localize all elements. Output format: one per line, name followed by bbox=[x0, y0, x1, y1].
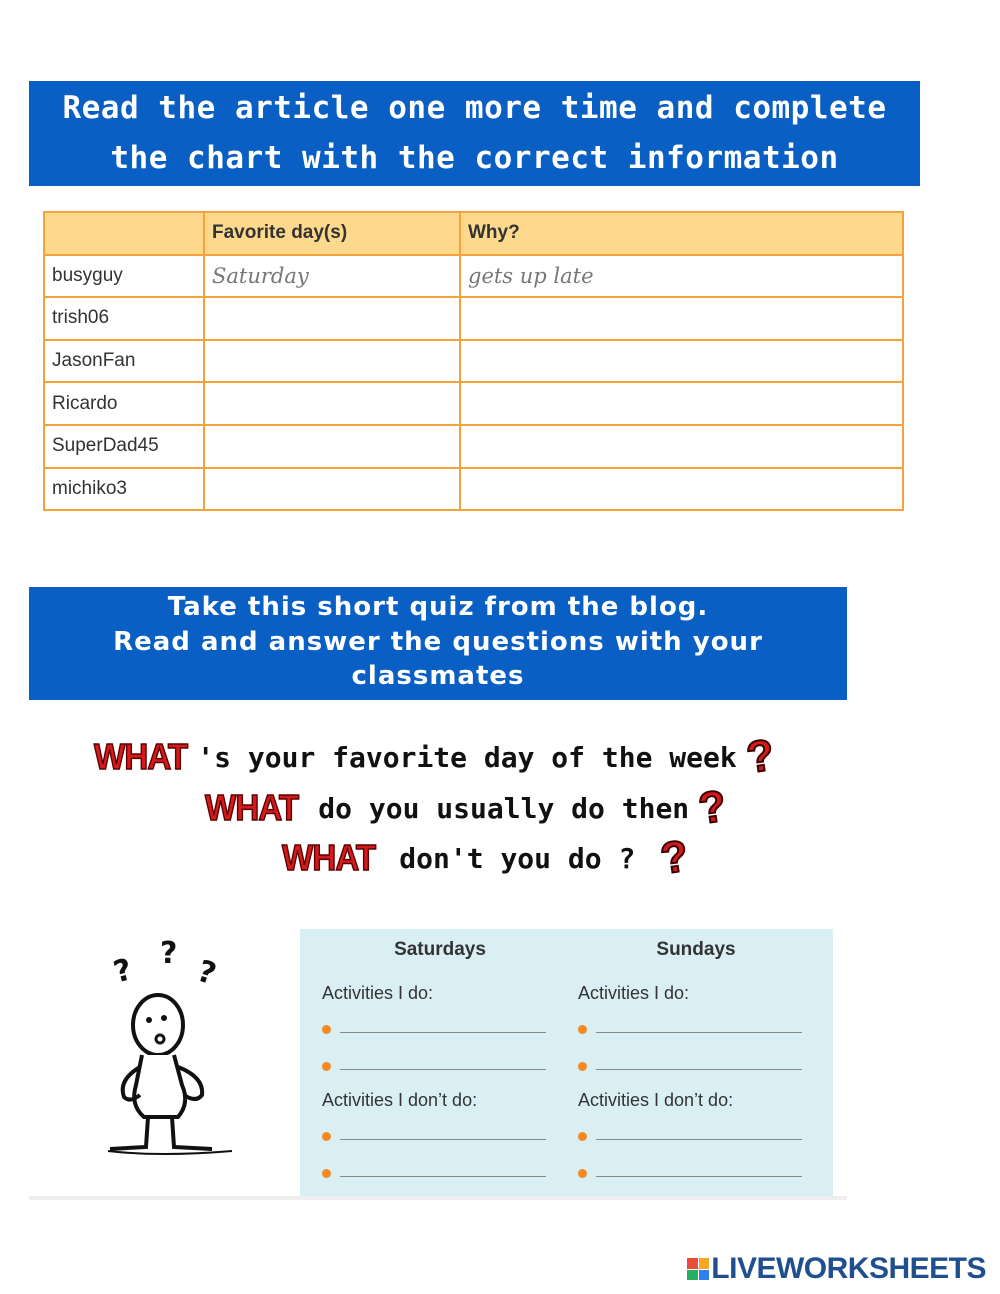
row-username: michiko3 bbox=[44, 468, 204, 511]
answer-line[interactable] bbox=[578, 1174, 808, 1184]
answer-line[interactable] bbox=[322, 1030, 552, 1040]
question-mark-icon: ? bbox=[695, 781, 730, 834]
chart-header-favorite-day: Favorite day(s) bbox=[204, 212, 460, 255]
chart-header-row bbox=[44, 212, 903, 255]
chart-header-why: Why? bbox=[460, 212, 903, 255]
why-cell[interactable] bbox=[460, 382, 903, 425]
quiz-question-3 bbox=[282, 831, 692, 884]
what-word: WHAT bbox=[94, 736, 188, 777]
question-mark-icon: ? bbox=[743, 730, 777, 783]
confused-question-mark: ? bbox=[192, 953, 221, 993]
chart-header-blank bbox=[44, 212, 204, 255]
favorite-day-cell[interactable] bbox=[204, 425, 460, 468]
saturdays-title: Saturdays bbox=[394, 939, 486, 960]
question-text: don't you do ? bbox=[399, 841, 636, 875]
banner-line: classmates bbox=[351, 661, 525, 691]
answer-line[interactable] bbox=[578, 1030, 808, 1040]
logo-wordmark: LIVEWORKSHEETS bbox=[711, 1252, 986, 1285]
row-username: Ricardo bbox=[44, 382, 204, 425]
row-username: SuperDad45 bbox=[44, 425, 204, 468]
figure-body bbox=[134, 1055, 185, 1117]
confused-question-mark: ? bbox=[160, 936, 178, 971]
sundays-title: Sundays bbox=[656, 939, 736, 960]
question-text: 's your favorite day of the week bbox=[197, 740, 737, 774]
favorite-day-cell[interactable] bbox=[204, 382, 460, 425]
logo-blocks-icon bbox=[687, 1258, 709, 1280]
question-mark-icon: ? bbox=[657, 831, 692, 884]
what-word: WHAT bbox=[205, 787, 299, 828]
quiz-question-2 bbox=[205, 781, 730, 834]
table-row bbox=[44, 468, 903, 511]
answer-line[interactable] bbox=[322, 1067, 552, 1077]
instruction-banner-chart bbox=[29, 81, 920, 186]
favorite-day-cell[interactable] bbox=[204, 297, 460, 340]
answer-line[interactable] bbox=[578, 1067, 808, 1077]
activities-worksheet bbox=[300, 929, 833, 1197]
why-cell[interactable]: gets up late bbox=[460, 255, 903, 298]
liveworksheets-logo bbox=[687, 1252, 986, 1286]
banner-line: Read the article one more time and complete bbox=[62, 90, 887, 126]
table-row bbox=[44, 425, 903, 468]
activities-dont-label: Activities I don’t do: bbox=[578, 1090, 734, 1110]
table-row bbox=[44, 382, 903, 425]
why-cell[interactable] bbox=[460, 468, 903, 511]
answer-line[interactable] bbox=[322, 1174, 552, 1184]
banner-line: Read and answer the questions with your bbox=[113, 626, 763, 657]
what-word: WHAT bbox=[282, 837, 376, 878]
row-username: trish06 bbox=[44, 297, 204, 340]
banner-line: Take this short quiz from the blog. bbox=[167, 592, 709, 622]
activities-dont-label: Activities I don’t do: bbox=[322, 1090, 478, 1110]
confused-question-mark: ? bbox=[110, 952, 136, 991]
instruction-banner-quiz bbox=[29, 587, 847, 700]
favorite-day-cell[interactable] bbox=[204, 468, 460, 511]
row-username: busyguy bbox=[44, 255, 204, 298]
answer-line[interactable] bbox=[578, 1137, 808, 1147]
figure-head bbox=[133, 995, 183, 1055]
favorite-day-chart bbox=[43, 211, 904, 511]
table-row bbox=[44, 340, 903, 383]
activities-do-label: Activities I do: bbox=[578, 983, 690, 1003]
question-text: do you usually do then bbox=[318, 791, 690, 825]
banner-line: the chart with the correct information bbox=[110, 140, 839, 176]
confused-person-illustration bbox=[100, 935, 250, 1165]
why-cell[interactable] bbox=[460, 340, 903, 383]
favorite-day-cell[interactable]: Saturday bbox=[204, 255, 460, 298]
activities-do-label: Activities I do: bbox=[322, 983, 434, 1003]
favorite-day-cell[interactable] bbox=[204, 340, 460, 383]
row-username: JasonFan bbox=[44, 340, 204, 383]
answer-line[interactable] bbox=[322, 1137, 552, 1147]
table-row bbox=[44, 297, 903, 340]
table-row bbox=[44, 255, 903, 298]
quiz-question-1 bbox=[94, 730, 777, 783]
why-cell[interactable] bbox=[460, 297, 903, 340]
divider bbox=[29, 1196, 847, 1200]
why-cell[interactable] bbox=[460, 425, 903, 468]
